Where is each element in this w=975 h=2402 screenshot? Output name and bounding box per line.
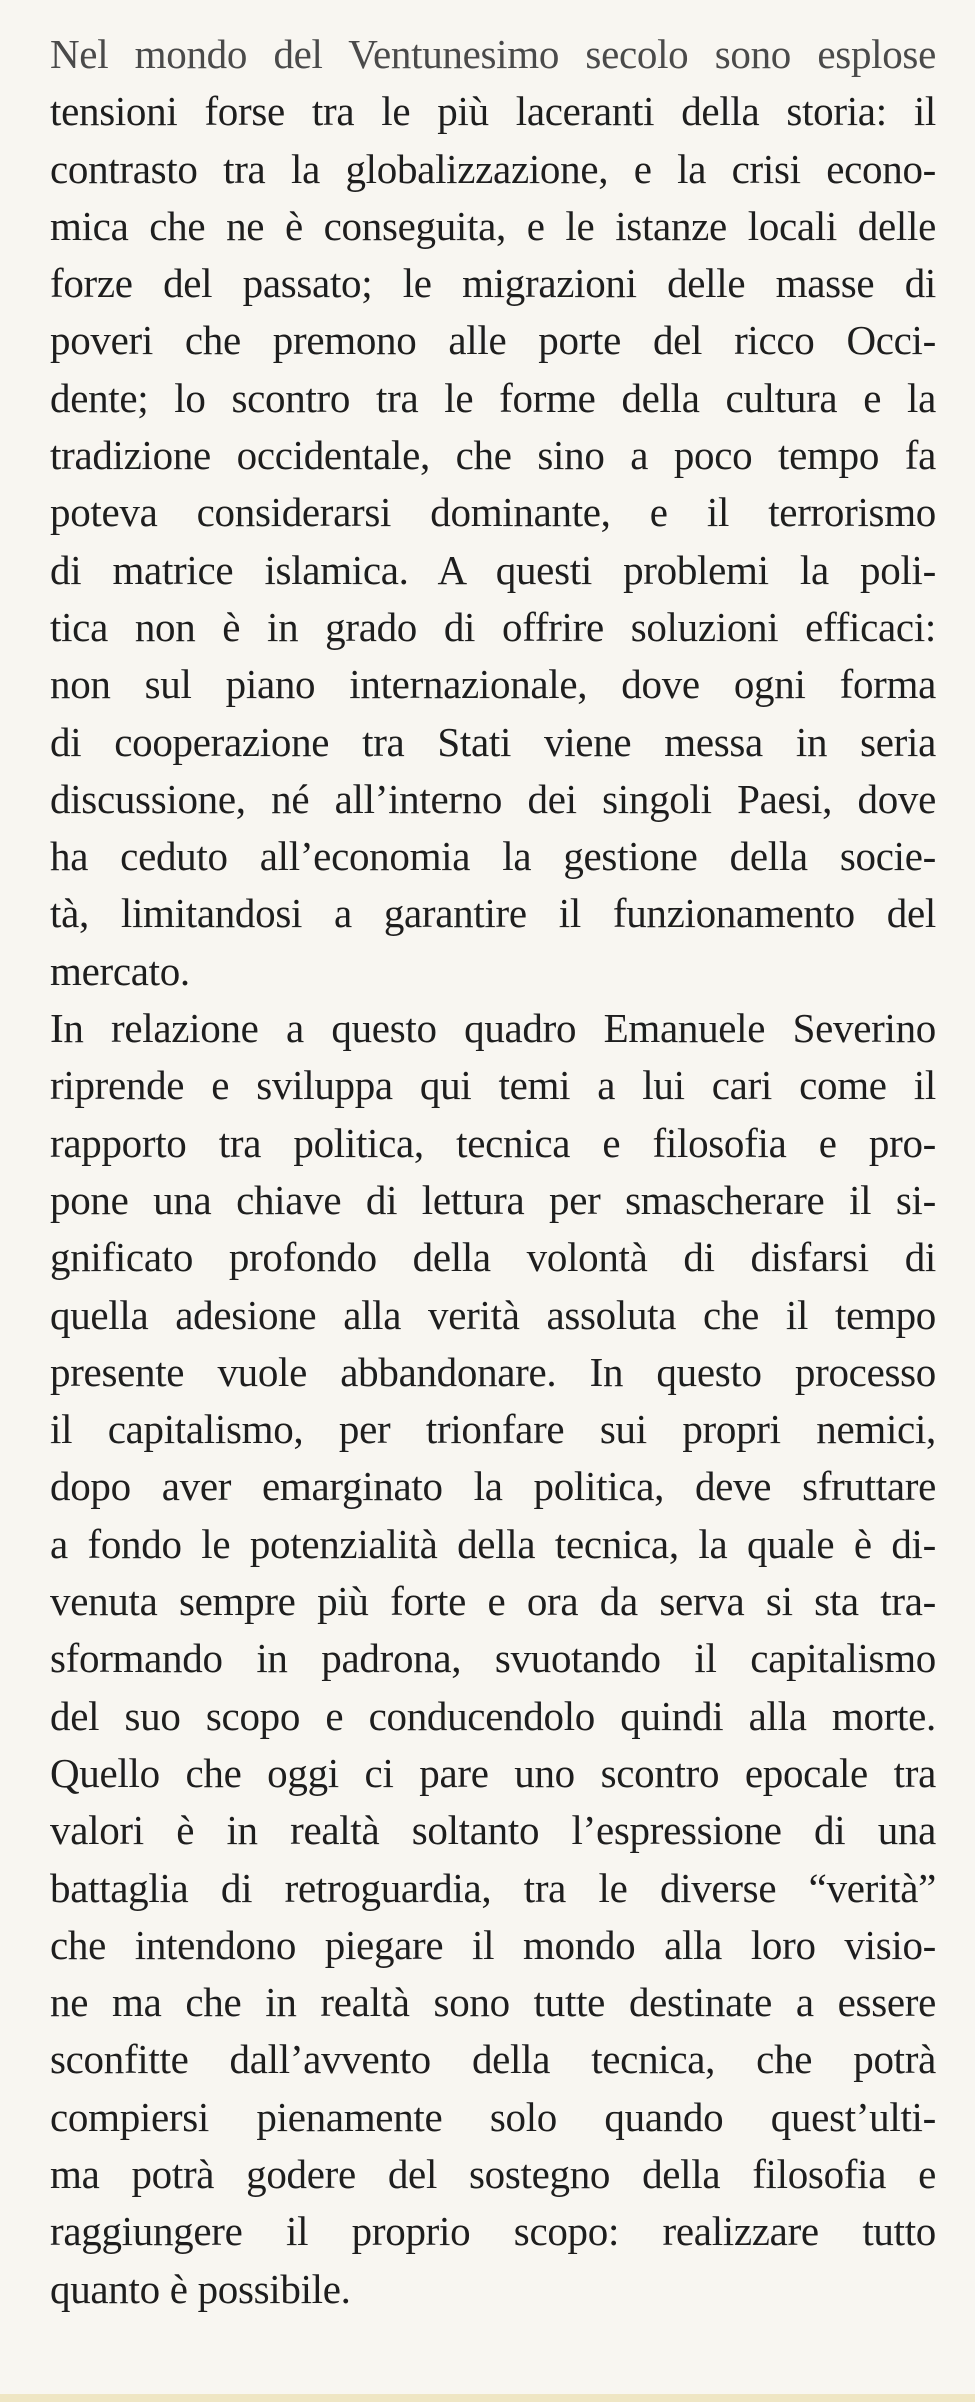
text-line: tica non è in grado di offrire soluzioni efficaci: [50, 603, 936, 650]
text-line: sformando in padrona, svuotando il capitalismo [50, 1635, 936, 1682]
text-line: discussione, né all’interno dei singoli Paesi, dove [50, 775, 936, 822]
text-line: riprende e sviluppa qui temi a lui cari come il [50, 1062, 936, 1109]
page-bottom-edge [0, 2394, 975, 2402]
text-line: rapporto tra politica, tecnica e filosofia e pro- [50, 1119, 936, 1166]
text-line: quella adesione alla verità assoluta che il tempo [50, 1291, 936, 1338]
text-line: ha ceduto all’economia la gestione della socie- [50, 833, 936, 880]
text-line: venuta sempre più forte e ora da serva si sta tra- [50, 1578, 936, 1625]
text-line: Quello che oggi ci pare uno scontro epocale tra [50, 1749, 936, 1796]
paragraph [50, 26, 936, 1000]
text-line: presente vuole abbandonare. In questo processo [50, 1348, 936, 1395]
text-line: raggiungere il proprio scopo: realizzare tutto [50, 2208, 936, 2255]
book-blurb-text [50, 26, 936, 2318]
text-line: tà, limitandosi a garantire il funzionamento del [50, 890, 936, 937]
text-line: In relazione a questo quadro Emanuele Severino [50, 1005, 936, 1052]
text-line: contrasto tra la globalizzazione, e la crisi econo- [50, 145, 936, 192]
text-line: compiersi pienamente solo quando quest’ulti- [50, 2093, 936, 2140]
text-line: non sul piano internazionale, dove ogni forma [50, 661, 936, 708]
text-line: gnificato profondo della volontà di disfarsi di [50, 1234, 936, 1281]
text-line: che intendono piegare il mondo alla loro visio- [50, 1921, 936, 1968]
text-line: del suo scopo e conducendolo quindi alla morte. [50, 1692, 936, 1739]
text-line: il capitalismo, per trionfare sui propri nemici, [50, 1406, 936, 1453]
text-line: ma potrà godere del sostegno della filosofia e [50, 2150, 936, 2197]
text-line: mica che ne è conseguita, e le istanze locali delle [50, 202, 936, 249]
text-line: dopo aver emarginato la politica, deve sfruttare [50, 1463, 936, 1510]
text-line: quanto è possibile. [50, 2265, 351, 2312]
text-line: tradizione occidentale, che sino a poco tempo fa [50, 432, 936, 479]
text-line: tensioni forse tra le più laceranti della storia: il [50, 88, 936, 135]
text-line: a fondo le potenzialità della tecnica, la quale è di- [50, 1520, 936, 1567]
text-line: poveri che premono alle porte del ricco Occi- [50, 317, 936, 364]
text-line: di cooperazione tra Stati viene messa in seria [50, 718, 936, 765]
paragraph [50, 1000, 936, 2318]
text-line: poteva considerarsi dominante, e il terrorismo [50, 489, 936, 536]
text-line: sconfitte dall’avvento della tecnica, che potrà [50, 2036, 936, 2083]
text-line: forze del passato; le migrazioni delle masse di [50, 260, 936, 307]
text-line: Nel mondo del Ventunesimo secolo sono esplose [50, 31, 936, 77]
text-line: valori è in realtà soltanto l’espressione di una [50, 1807, 936, 1854]
text-line: battaglia di retroguardia, tra le diverse “verità” [50, 1864, 936, 1911]
text-line: pone una chiave di lettura per smascherare il si- [50, 1176, 936, 1223]
text-line: mercato. [50, 947, 190, 994]
text-line: dente; lo scontro tra le forme della cultura e la [50, 374, 936, 421]
text-line: ne ma che in realtà sono tutte destinate a essere [50, 1979, 936, 2026]
text-line: di matrice islamica. A questi problemi la poli- [50, 546, 936, 593]
